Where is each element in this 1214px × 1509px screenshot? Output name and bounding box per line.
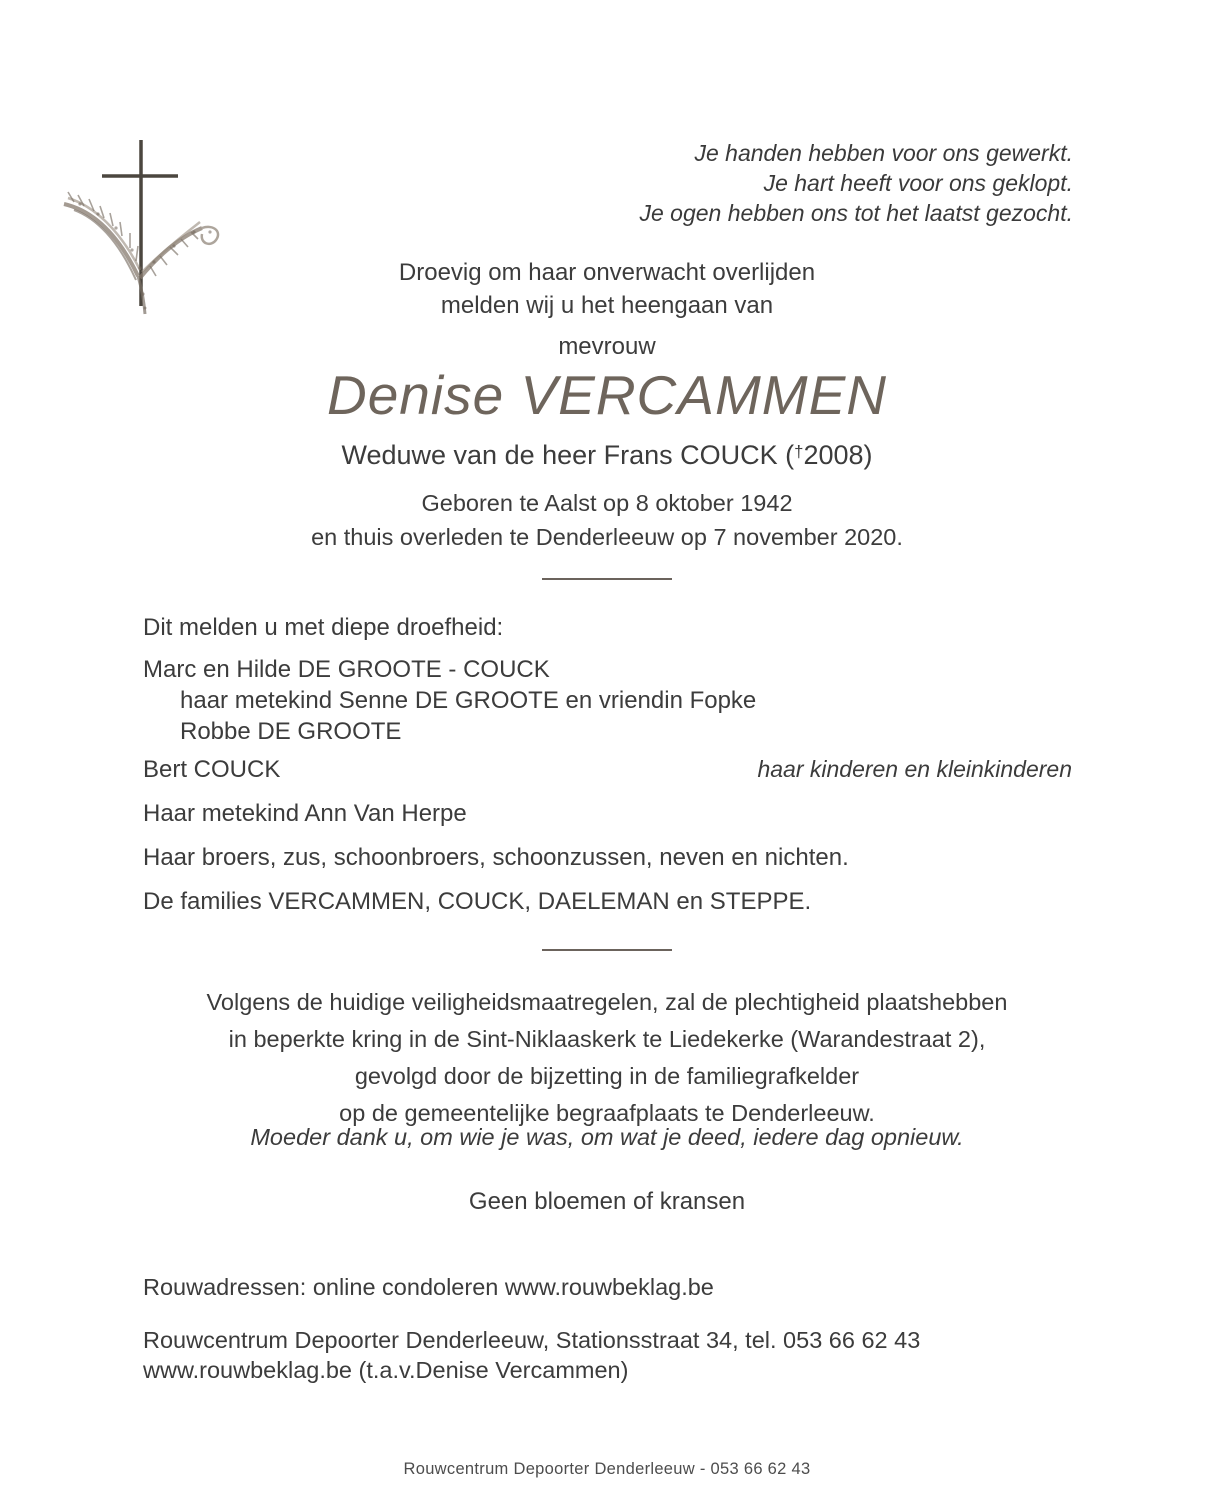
deceased-name: Denise VERCAMMEN bbox=[326, 364, 887, 426]
salutation: mevrouw bbox=[558, 333, 656, 360]
ceremony-line: op de gemeentelijke begraafplaats te Denderleeuw. bbox=[339, 1100, 875, 1126]
funeral-home-line: Rouwcentrum Depoorter Denderleeuw, Stationsstraat 34, tel. 053 66 62 43 bbox=[143, 1327, 921, 1353]
family-line: Haar metekind Ann Van Herpe bbox=[143, 800, 467, 827]
ceremony-line: Volgens de huidige veiligheidsmaatregelen, zal de plechtigheid plaatshebben bbox=[206, 989, 1008, 1015]
family-line: Bert COUCK bbox=[143, 756, 281, 783]
family-subline: haar metekind Senne DE GROOTE en vriendin Fopke bbox=[180, 687, 757, 714]
footer-credit: Rouwcentrum Depoorter Denderleeuw - 053 66 62 43 bbox=[403, 1460, 811, 1478]
birth-line: Geboren te Aalst op 8 oktober 1942 bbox=[421, 490, 793, 516]
life-dates bbox=[0, 486, 1214, 554]
divider bbox=[542, 578, 672, 580]
family-subline: Robbe DE GROOTE bbox=[180, 718, 402, 745]
announcement-line: melden wij u het heengaan van bbox=[440, 292, 774, 319]
family-line: Marc en Hilde DE GROOTE - COUCK bbox=[143, 656, 550, 683]
contact-section bbox=[143, 1272, 1072, 1385]
relation-suffix: 2008) bbox=[803, 440, 873, 470]
flowers-note: Geen bloemen of kransen bbox=[468, 1188, 746, 1215]
death-line: en thuis overleden te Denderleeuw op 7 november 2020. bbox=[311, 524, 903, 550]
epigraph-line: Je ogen hebben ons tot het laatst gezocht. bbox=[639, 200, 1073, 226]
condolence-address: Rouwadressen: online condoleren www.rouwbeklag.be bbox=[143, 1274, 714, 1300]
dagger-symbol: † bbox=[794, 442, 804, 461]
family-line: De families VERCAMMEN, COUCK, DAELEMAN en STEPPE. bbox=[143, 888, 812, 915]
ceremony-line: in beperkte kring in de Sint-Niklaaskerk te Liedekerke (Warandestraat 2), bbox=[228, 1026, 986, 1052]
relation-prefix: Weduwe van de heer Frans COUCK ( bbox=[341, 440, 795, 470]
relation-line bbox=[0, 440, 1214, 471]
family-intro: Dit melden u met diepe droefheid: bbox=[143, 614, 504, 641]
family-line: Haar broers, zus, schoonbroers, schoonzussen, neven en nichten. bbox=[143, 844, 849, 871]
announcement bbox=[0, 256, 1214, 322]
ceremony-line: gevolgd door de bijzetting in de familiegrafkelder bbox=[354, 1063, 860, 1089]
divider bbox=[542, 949, 672, 951]
family-row bbox=[143, 754, 1072, 785]
family-section bbox=[143, 612, 1072, 917]
announcement-line: Droevig om haar onverwacht overlijden bbox=[398, 259, 816, 286]
epigraph-line: Je hart heeft voor ons geklopt. bbox=[763, 170, 1073, 196]
epigraph-line: Je handen hebben voor ons gewerkt. bbox=[694, 140, 1073, 166]
funeral-home-line: www.rouwbeklag.be (t.a.v.Denise Vercammen) bbox=[143, 1357, 629, 1383]
epigraph-quote bbox=[640, 138, 1074, 228]
ceremony-section bbox=[0, 984, 1214, 1132]
tribute-line: Moeder dank u, om wie je was, om wat je deed, iedere dag opnieuw. bbox=[250, 1124, 964, 1150]
family-relation-note: haar kinderen en kleinkinderen bbox=[757, 756, 1072, 782]
